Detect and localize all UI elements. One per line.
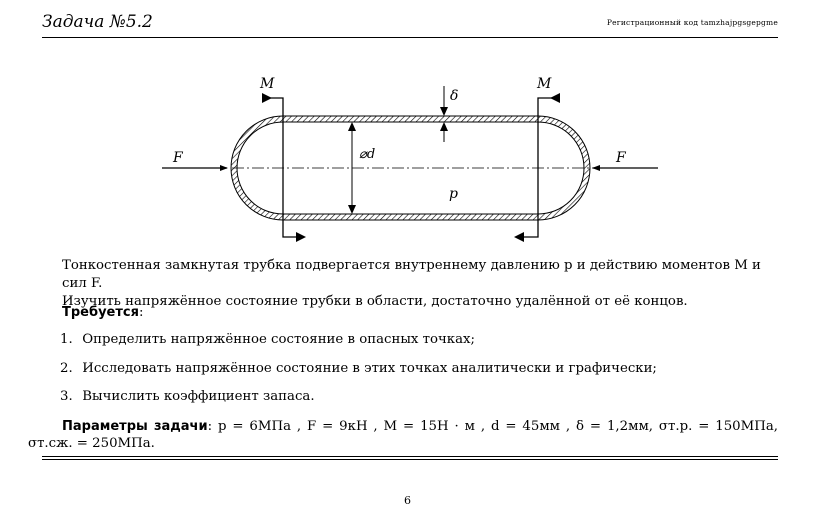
label-force-right: F xyxy=(616,150,626,166)
moment-left-top-arrow xyxy=(262,93,272,103)
footer-rule-top xyxy=(42,456,778,457)
list-item-number: 1. xyxy=(60,332,73,347)
footer-rule-bottom xyxy=(42,459,778,460)
moment-right-top-arrow xyxy=(550,93,560,103)
delta-arrow-bottom xyxy=(440,122,448,131)
list-item xyxy=(60,389,315,404)
problem-description xyxy=(62,257,762,311)
requirements-heading-text: Требуется xyxy=(62,305,139,320)
list-item-text: Вычислить коэффициент запаса. xyxy=(82,389,315,404)
list-item-number: 3. xyxy=(60,389,73,404)
moment-right-bottom-arrow xyxy=(514,232,524,242)
delta-arrow-top xyxy=(440,107,448,116)
label-delta: δ xyxy=(450,88,459,104)
page-number: 6 xyxy=(404,494,411,507)
problem-title: Задача №5.2 xyxy=(42,12,153,32)
moment-left-bottom-arrow xyxy=(296,232,306,242)
task-parameters xyxy=(28,418,778,452)
tube-diagram xyxy=(0,0,816,250)
diameter-arrow-top xyxy=(348,122,356,131)
label-diameter: ⌀d xyxy=(359,147,376,162)
label-moment-right: M xyxy=(537,76,552,92)
list-item-number: 2. xyxy=(60,361,73,376)
list-item xyxy=(60,332,475,347)
params-heading: Параметры задачи xyxy=(62,419,208,434)
label-force-left: F xyxy=(173,150,183,166)
diameter-arrow-bottom xyxy=(348,205,356,214)
label-pressure: p xyxy=(449,186,458,202)
description-line-2: Изучить напряжённое состояние трубки в области, достаточно удалённой от её концов. xyxy=(62,294,688,309)
list-item-text: Определить напряжённое состояние в опасных точках; xyxy=(82,332,476,347)
requirements-heading: Требуется: xyxy=(62,305,144,320)
list-item xyxy=(60,361,657,376)
list-item-text: Исследовать напряжённое состояние в этих точках аналитически и графически; xyxy=(82,361,657,376)
params-values: : p = 6МПа , F = 9кН , M = 15Н · м , d = 45мм , δ = 1,2мм, σт.р. = 150МПа, σт.сж. = 250МПа. xyxy=(28,419,778,451)
description-line-1: Тонкостенная замкнутая трубка подвергается внутреннему давлению p и действию моментов M и сил F. xyxy=(62,258,761,291)
label-moment-left: M xyxy=(260,76,275,92)
registration-code: Регистрационный код tamzhajpgsgepgme xyxy=(606,18,778,27)
